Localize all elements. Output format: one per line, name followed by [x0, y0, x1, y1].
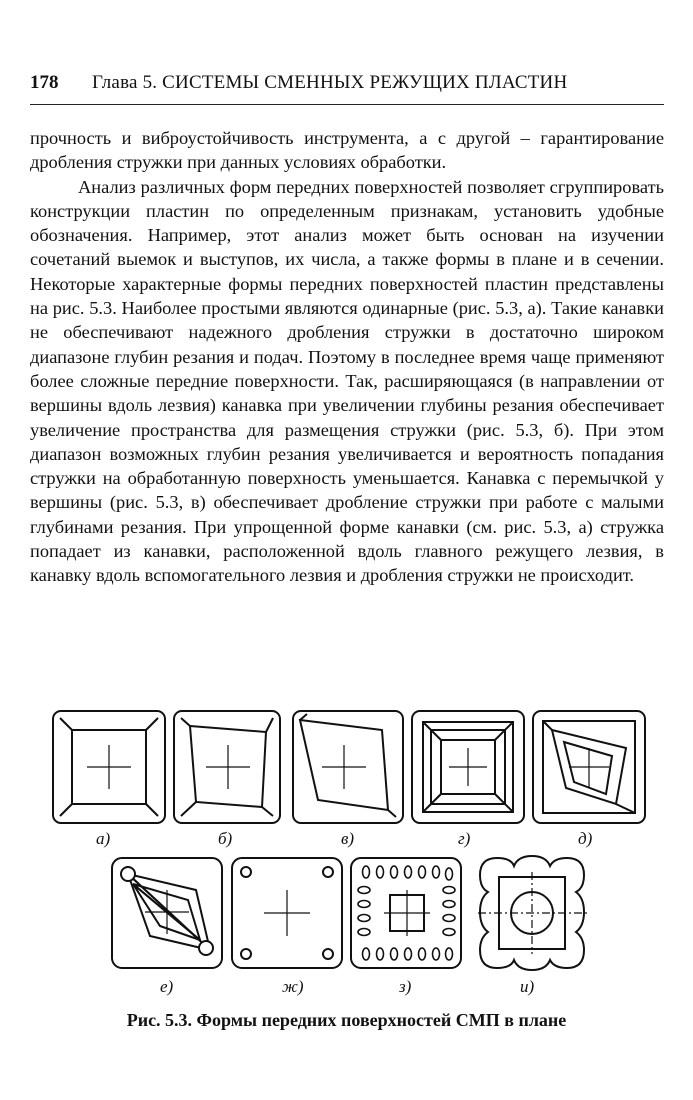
- body-text: [30, 126, 664, 588]
- label-zh: ж): [282, 977, 304, 996]
- label-v: в): [341, 829, 355, 848]
- insert-i: [478, 856, 588, 970]
- insert-z: [351, 858, 461, 968]
- insert-v: [293, 711, 403, 823]
- insert-a: [53, 711, 165, 823]
- insert-b: [174, 711, 280, 823]
- figure-caption: Рис. 5.3. Формы передних поверхностей СМП в плане: [126, 1010, 567, 1030]
- insert-e: [112, 858, 222, 968]
- page-header: [30, 70, 664, 100]
- page-number: 178: [30, 72, 59, 93]
- insert-d: [533, 711, 645, 823]
- figure-5-3: [0, 700, 693, 1000]
- label-d: д): [578, 829, 593, 848]
- insert-shapes-drawing: [0, 700, 693, 1000]
- label-e: е): [160, 977, 174, 996]
- label-z: з): [399, 977, 412, 996]
- paragraph-2: Анализ различных форм передних поверхностей позволяет сгруппировать конструкции пластин по определенным признакам, установить удобные обозначения. Например, этот анализ может быть основан на изучении сочетаний выемок и выступов, их числа, а также формы в плане и в сечении. Некоторые характерные формы передних поверхностей пластин представлены на рис. 5.3. Наиболее простыми являются одинарные (рис. 5.3, а). Такие канавки не обеспечивают надежного дробления стружки в достаточно широком диапазоне глубин резания и подач. Поэтому в последнее время чаще применяют более сложные передние поверхности. Так, расширяющаяся (в направлении от вершины вдоль лезвия) канавка при увеличении глубины резания обеспечивает увеличение пространства для размещения стружки (рис. 5.3, б). При этом диапазон возможных глубин резания увеличивается и вероятность попадания стружки на обработанную поверхность уменьшается. Канавка с перемычкой у вершины (рис. 5.3, в) обеспечивает дробление стружки при работе с малыми глубинами резания. При упрощенной форме канавки (см. рис. 5.3, а) стружка попадает из канавки, расположенной вдоль главного режущего лезвия, в канавку вдоль вспомогательного лезвия и дробления стружки не происходит.: [30, 176, 664, 586]
- insert-zh: [232, 858, 342, 968]
- paragraph-1: прочность и виброустойчивость инструмента, а с другой – гарантирование дробления стружки при данных условиях обработки.: [30, 128, 664, 173]
- label-a: а): [96, 829, 111, 848]
- header-rule: [30, 104, 664, 105]
- insert-g: [412, 711, 524, 823]
- label-i: и): [520, 977, 535, 996]
- running-head: Глава 5. СИСТЕМЫ СМЕННЫХ РЕЖУЩИХ ПЛАСТИН: [92, 72, 568, 93]
- label-g: г): [458, 829, 471, 848]
- label-b: б): [218, 829, 233, 848]
